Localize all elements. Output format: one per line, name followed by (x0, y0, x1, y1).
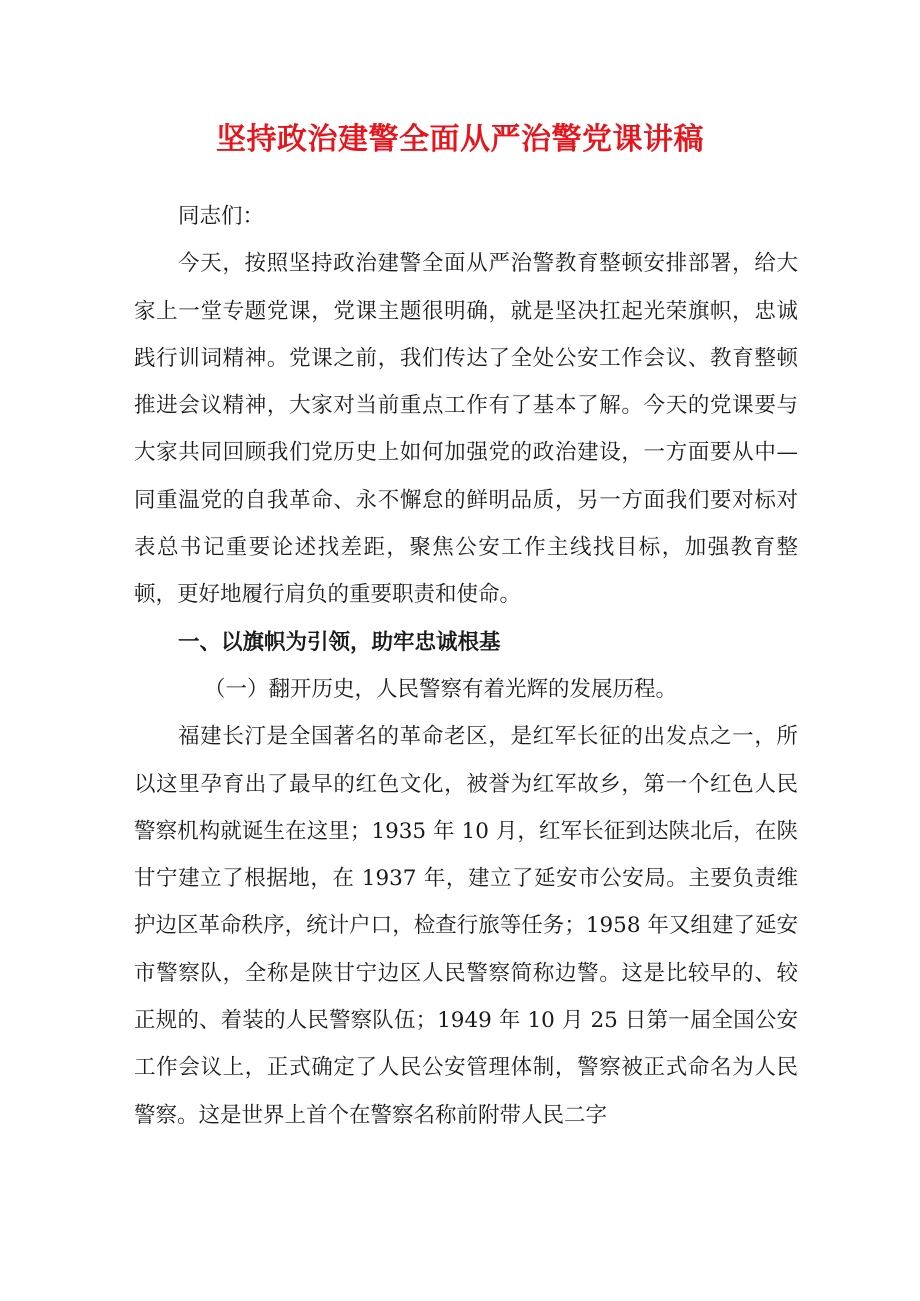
salutation: 同志们： (178, 204, 265, 229)
paragraph-history: 福建长汀是全国著名的革命老区，是红军长征的出发点之一，所以这里孕育出了最早的红色文化，被誉为红军故乡，第一个红色人民警察机构就诞生在这里；1935 年 10 月，红军长征到达陕北后，在陕甘宁建立了根据地，在 1937 年，建立了延安市公安局。主要负责维护边区革命秩序，统计户口，检查行旅等任务；1958 年又组建了延安市警察队，全称是陕甘宁边区人民警察简称边警。这是比较早的、较正规的、着装的人民警察队伍；1949 年 10 月 25 日第一届全国公安工作会议上，正式确定了人民公安管理体制，警察被正式命名为人民警察。这是世界上首个在警察名称前附带人民二字 (134, 724, 798, 1128)
paragraph-intro: 今天，按照坚持政治建警全面从严治警教育整顿安排部署，给大家上一堂专题党课，党课主题很明确，就是坚决扛起光荣旗帜，忠诚践行训词精神。党课之前，我们传达了全处公安工作会议、教育整顿推进会议精神，大家对当前重点工作有了基本了解。今天的党课要与大家共同回顾我们党历史上如何加强党的政治建设，一方面要从中—同重温党的自我革命、永不懈怠的鲜明品质，另一方面我们要对标对表总书记重要论述找差距，聚焦公安工作主线找目标，加强教育整顿，更好地履行肩负的重要职责和使命。 (134, 251, 798, 608)
subsection-heading-1: （一）翻开历史，人民警察有着光辉的发展历程。 (204, 676, 678, 702)
document-body (134, 193, 798, 1139)
section-heading-1: 一、以旗帜为引领，助牢忠诚根基 (178, 629, 501, 655)
document-title: 坚持政治建警全面从严治警党课讲稿 (216, 122, 704, 157)
